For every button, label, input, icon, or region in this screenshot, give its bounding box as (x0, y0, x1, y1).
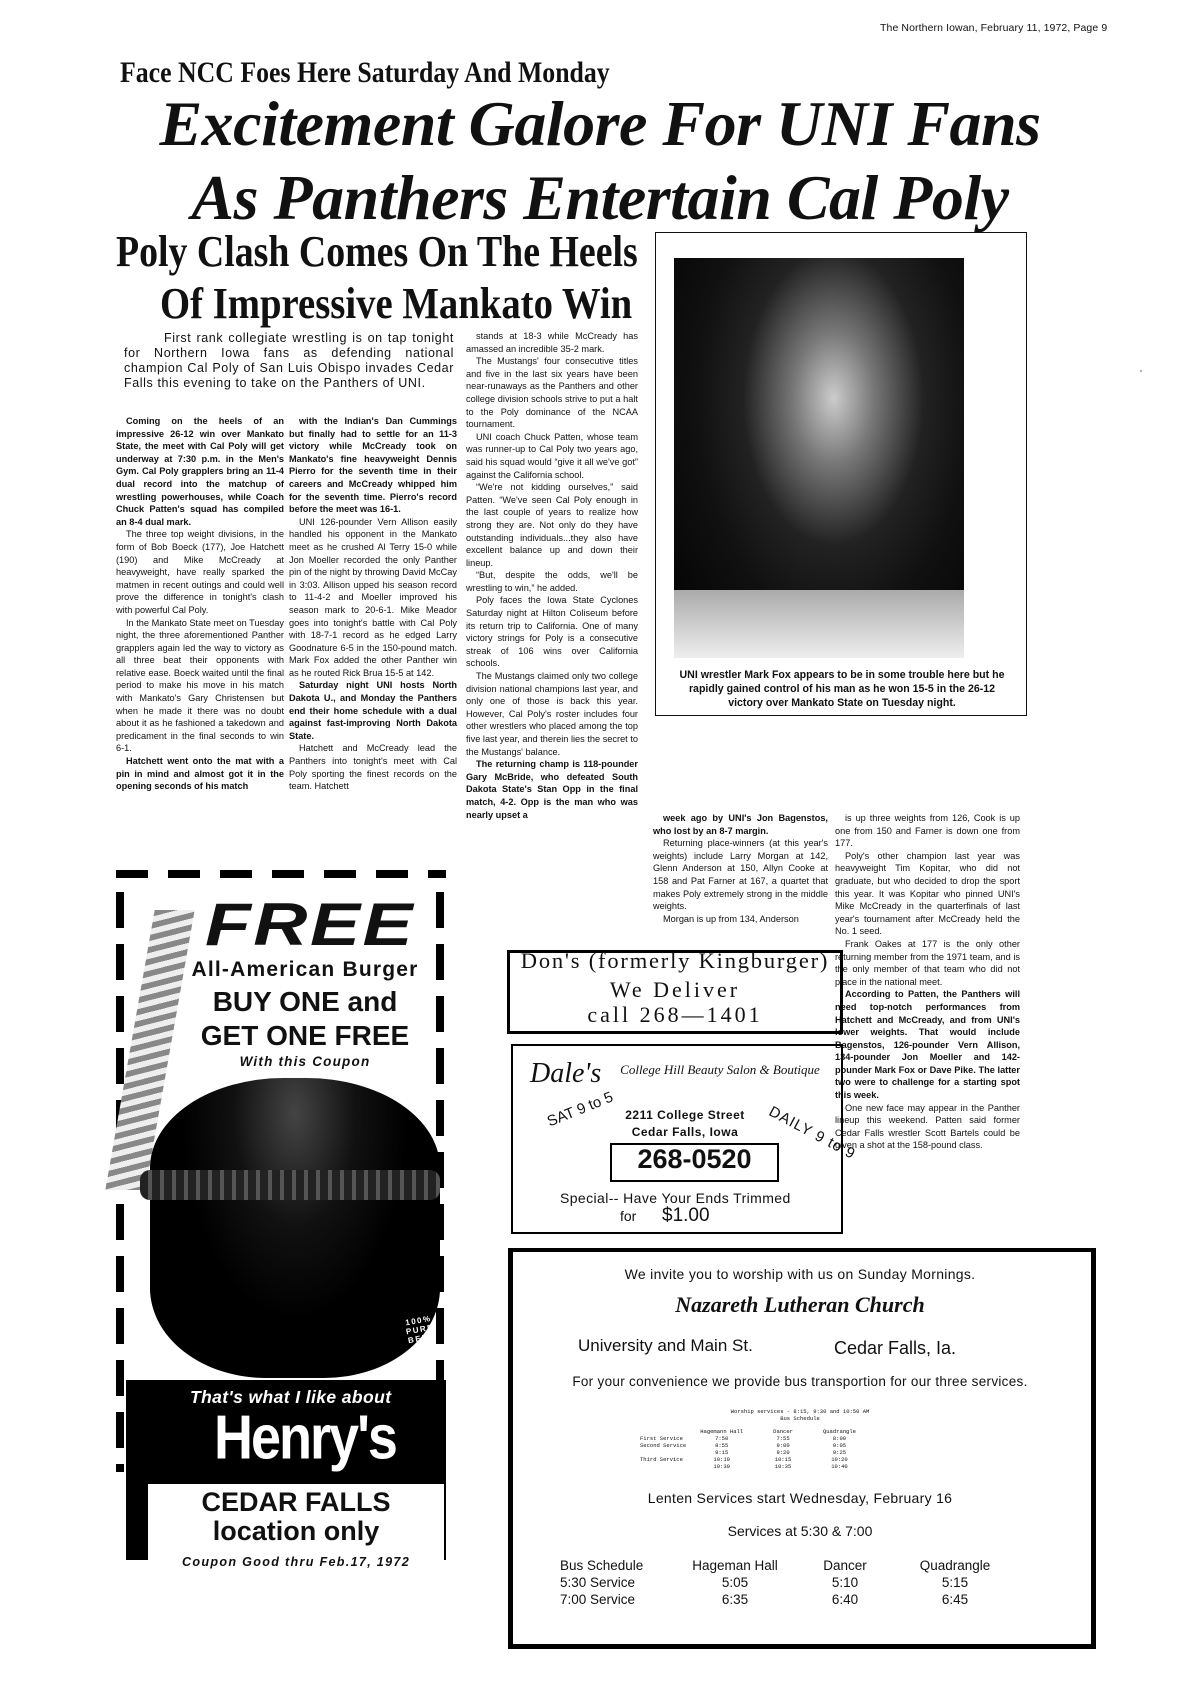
dons-ad-name: Don's (formerly Kingburger) (520, 948, 830, 973)
article-column-3 (466, 330, 638, 821)
dons-ad-delivery: We Deliver (609, 977, 741, 1002)
church-bus-note: For your convenience we provide bus transportion for our three services. (572, 1374, 1028, 1389)
paragraph: week ago by UNI's Jon Bagenstos, who lost by an 8-7 margin. (653, 813, 828, 836)
lenten-service-times: Services at 5:30 & 7:00 (727, 1523, 873, 1539)
paragraph: The returning champ is 118-pounder Gary McBride, who defeated South Dakota State's Stan Opp in the final match, 4-2. Opp is the man who was nearly upset a (466, 759, 638, 820)
paragraph: “We're not kidding ourselves,” said Patten. “We've seen Cal Poly enough in the last couple of years to realize how strong they are. Not only do they have outstanding individuals...they also have excellent balance up and down their lineup. (466, 482, 638, 568)
table-row: Second Service 8:55 9:00 9:05 (640, 1442, 847, 1449)
article-column-2 (289, 415, 457, 793)
paragraph: Morgan is up from 134, Anderson (663, 913, 799, 924)
paragraph: with the Indian's Dan Cummings but finally had to settle for an 11-3 victory while McCready took on Mankato's fine heavyweight Dennis Pierro for the seventh time in their careers and McCready whipped him for the seventh time. Pierro's record before the meet was 16-1. (289, 416, 457, 515)
paragraph: The three top weight divisions, in the form of Bob Boeck (177), Joe Hatchett (190) and Mike McCready at heavyweight, have really sparked the matmen in recent outings and could well prove the difference in tonight's clash with powerful Cal Poly. (116, 529, 284, 615)
coupon-offer-line-1: BUY ONE and (212, 986, 398, 1017)
paragraph: Hatchett and McCready lead the Panthers into tonight's meet with Cal Poly sporting the finest records on the team. Hatchett (289, 743, 457, 792)
worship-times (508, 1408, 1092, 1422)
paragraph: One new face may appear in the Panther lineup this weekend. Patten said former Cedar Falls wrestler Scott Bartels could be given a shot at the 158-pound class. (835, 1102, 1020, 1151)
photo-mat (674, 590, 964, 658)
dons-ad-phone: call 268—1401 (587, 1002, 763, 1027)
coupon-offer-line-2: GET ONE FREE (200, 1020, 410, 1051)
paragraph: Hatchett went onto the mat with a pin in mind and almost got it in the opening seconds of his match (116, 756, 284, 792)
lenten-bus-table (560, 1557, 1010, 1608)
table-row: 10:30 10:35 10:40 (713, 1463, 848, 1470)
article-column-5 (653, 812, 828, 925)
paragraph: The Mustangs claimed only two college division national champions last year, and only one of those is back this year. However, Cal Poly's roster includes four other wrestlers who placed among the top five last year, and therein lies the secret to the Mustangs' balance. (466, 671, 638, 757)
main-headline-line-1: Excitement Galore For UNI Fans (159, 88, 1041, 159)
coupon-expiry: Coupon Good thru Feb.17, 1972 (181, 1555, 411, 1569)
page-folio: The Northern Iowan, February 11, 1972, Page 9 (880, 22, 1108, 34)
church-name: Nazareth Lutheran Church (675, 1292, 925, 1317)
article-lead: First rank collegiate wrestling is on tap tonight for Northern Iowa fans as defending national champion Cal Poly of San Luis Obispo invades Cedar Falls this evening to take on the Panthers of UNI. (124, 331, 454, 390)
article-column-6 (835, 812, 1020, 1152)
table-row: 5:30 Service 5:05 5:10 5:15 (560, 1575, 969, 1590)
coupon-note: With this Coupon (239, 1054, 371, 1069)
paragraph: UNI coach Chuck Patten, whose team was runner-up to Cal Poly two years ago, said his squad would “give it all we've got” against the California school. (466, 431, 638, 480)
main-headline-line-2: As Panthers Entertain Cal Poly (191, 162, 1009, 233)
dales-ad-business: College Hill Beauty Salon & Boutique (620, 1062, 820, 1077)
print-speck (1140, 370, 1142, 372)
paragraph: The Mustangs' four consecutive titles and five in the last six years have been near-runaways as the Panthers and other college division schools strive to put a halt to the Poly dominance of the NCAA tournament. (466, 356, 638, 430)
table-row: Third Service 10:10 10:15 10:20 (640, 1456, 848, 1463)
dales-ad-price: $1.00 (662, 1205, 710, 1226)
table-header-row: Hagemann Hall Dancer Quadrangle (700, 1428, 856, 1435)
address-line-2: Cedar Falls, Iowa (631, 1125, 739, 1139)
church-city: Cedar Falls, Ia. (834, 1338, 957, 1358)
dales-ad-for: for (620, 1208, 637, 1224)
worship-times-text: Worship services - 8:15, 9:30 and 10:50 AM (730, 1408, 870, 1415)
paragraph: According to Patten, the Panthers will need top-notch performances from Hatchett and McCready, and from UNI's lower weights. That would include Bagenstos, 126-pounder Vern Allison, 134-pounder Jon Moeller and 142-pounder Mark Fox or Dave Pike. The latter two were to challenge for a starting spot this week. (835, 989, 1020, 1101)
coupon-item: All-American Burger (191, 958, 419, 981)
paragraph: Frank Oakes at 177 is the only other returning member from the 1971 team, and is the only member of that team who did not place in the national meet. (835, 938, 1020, 987)
dales-ad-sat-hours: SAT 9 to 5 (544, 1088, 616, 1131)
dales-ad-address (620, 1107, 750, 1141)
table-row: 9:15 9:20 9:25 (715, 1449, 847, 1456)
henrys-logo: Henry's (214, 1403, 396, 1473)
dales-ad-name: Dale's (530, 1058, 602, 1089)
dales-ad-daily-hours: DAILY 9 to 9 (766, 1102, 859, 1163)
kicker-headline: Face NCC Foes Here Saturday And Monday (120, 56, 610, 89)
paragraph: Returning place-winners (at this year's weights) include Larry Morgan at 142, Glenn Anderson at 150, Allyn Cooke at 158 and Pat Farner at 167, a quartet that makes Poly extremely strong in the middle weights. (653, 838, 828, 912)
paragraph: In the Mankato State meet on Tuesday night, the three aforementioned Panther grapplers again led the way to victory as all three beat their opponents with relative ease. Boeck waited until the final period to make his move in his match with Mankato's Gary Christensen but when he made it there was no doubt about it as he fashioned a takedown and predicament in the final seconds to win 6-1. (116, 617, 284, 754)
paragraph: is up three weights from 126, Cook is up one from 150 and Farner is down one from 177. (835, 813, 1020, 849)
table-header-row: Bus Schedule Hageman Hall Dancer Quadrangle (560, 1558, 991, 1573)
table-row: 7:00 Service 6:35 6:40 6:45 (560, 1592, 969, 1607)
table-row: First Service 7:50 7:55 8:00 (640, 1435, 847, 1442)
paragraph: Saturday night UNI hosts North Dakota U., and Monday the Panthers end their home schedule with a dual against fast-improving North Dakota State. (289, 680, 457, 741)
lenten-services-note: Lenten Services start Wednesday, February 16 (647, 1490, 953, 1506)
dales-ad-special: Special-- Have Your Ends Trimmed (560, 1190, 791, 1206)
church-address: University and Main St. (578, 1336, 753, 1355)
paragraph: UNI 126-pounder Vern Allison easily handled his opponent in the Mankato meet as he crushed Al Terry 15-0 while Jon Moeller recorded the only Panther pin of the night by throwing David McCay in 3:03. Allison upped his season record to 11-4-2 and Moeller improved his season mark to 20-6-1. Mike Meador goes into tonight's battle with Cal Poly with 18-7-1 record as he edged Larry Goodnature 6-5 in the 150-pound match. Mark Fox added the other Panther win as he routed Rick Brua 15-5 at 142. (289, 516, 457, 678)
paragraph: “But, despite the odds, we'll be wrestling to win,” he added. (466, 570, 638, 593)
paragraph: stands at 18-3 while McCready has amassed an incredible 35-2 mark. (466, 331, 638, 354)
coupon-dashed-border-top (116, 870, 446, 878)
location-line-1: CEDAR FALLS (201, 1487, 391, 1517)
subheadline-line-1: Poly Clash Comes On The Heels (116, 227, 638, 276)
article-column-1 (116, 415, 284, 793)
henrys-tagline: That's what I like about (190, 1387, 392, 1407)
pure-beef-badge: 100% PURE BEEF (404, 1313, 436, 1346)
coupon-free-headline: FREE (204, 891, 416, 958)
church-invite: We invite you to worship with us on Sunday Mornings. (624, 1266, 976, 1282)
dales-ad-phone: 268-0520 (637, 1144, 752, 1174)
location-line-2: location only (212, 1516, 380, 1546)
paragraph: Poly faces the Iowa State Cyclones Saturday night at Hilton Coliseum before its return trip to California. One of many victory strings for Poly is a consecutive streak of 106 wins over California schools. (466, 595, 638, 669)
sunday-bus-table (640, 1428, 886, 1470)
burger-patty (140, 1170, 440, 1200)
bus-schedule-title: Bus Schedule (780, 1415, 820, 1422)
subheadline-line-2: Of Impressive Mankato Win (160, 279, 633, 328)
paragraph: Coming on the heels of an impressive 26-12 win over Mankato State, the meet with Cal Poly will get underway at 7:30 p.m. in the Men's Gym. Cal Poly grapplers bring an 11-4 dual record into the matchup of wrestling powerhouses, while Coach Chuck Patten's squad has compiled an 8-4 dual mark. (116, 416, 284, 527)
photo-caption: UNI wrestler Mark Fox appears to be in some trouble here but he rapidly gained control of his man as he won 15-5 in the 26-12 victory over Mankato State on Tuesday night. (679, 669, 1005, 709)
paragraph: Poly's other champion last year was heavyweight Tim Kopitar, who did not graduate, but who decided to drop the sport this year. It was Kopitar who pinned UNI's Mike McCready in the quarterfinals of last year's tournament after McCready held the No. 1 seed. (835, 850, 1020, 937)
address-line-1: 2211 College Street (625, 1108, 745, 1122)
